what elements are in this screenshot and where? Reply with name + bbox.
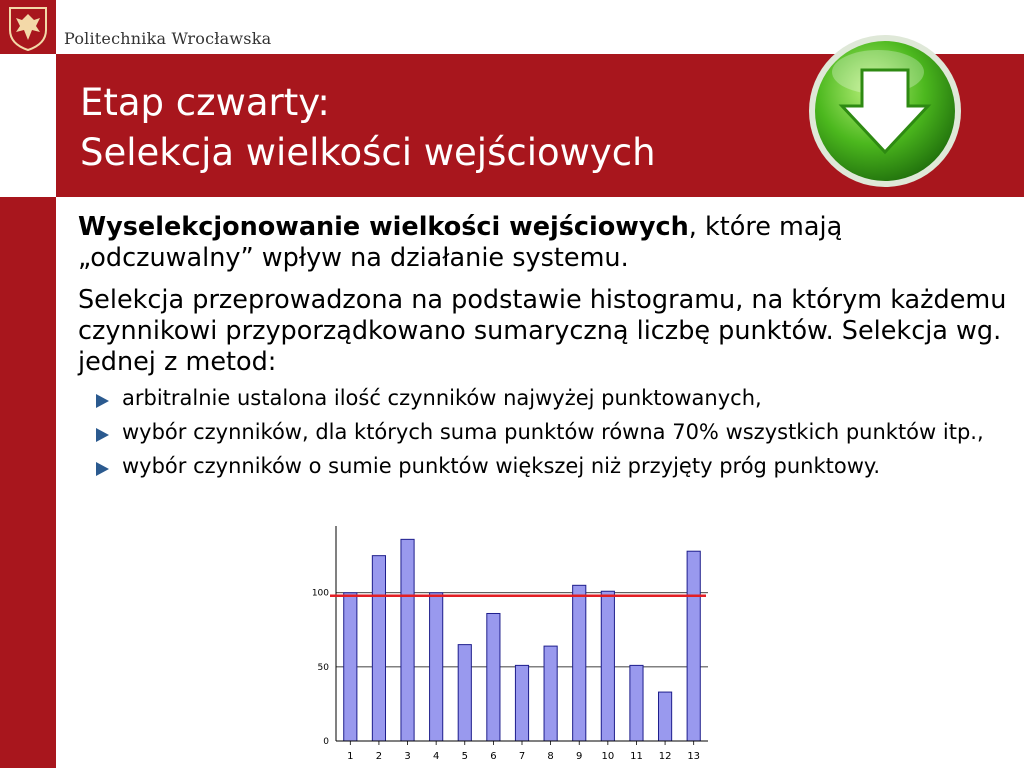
- slide-body: [78, 212, 1008, 489]
- x-tick-label: 3: [404, 751, 411, 762]
- bullet-arrow-icon: [96, 428, 109, 442]
- paragraph-1-bold: Wyselekcjonowanie wielkości wejściowych: [78, 212, 689, 242]
- bar: [658, 692, 671, 741]
- bar: [401, 539, 414, 741]
- institution-name: Politechnika Wrocławska: [64, 29, 272, 48]
- y-tick-label: 0: [323, 737, 329, 747]
- bar: [515, 665, 528, 741]
- bar: [544, 646, 557, 741]
- x-tick-label: 10: [601, 751, 615, 762]
- x-tick-label: 2: [375, 751, 383, 762]
- title-line-2: Selekcja wielkości wejściowych: [80, 131, 656, 174]
- x-tick-label: 1: [347, 751, 354, 762]
- bar: [601, 591, 614, 741]
- y-tick-label: 100: [311, 588, 329, 599]
- x-tick-label: 11: [630, 751, 643, 762]
- method-list: [96, 387, 1008, 478]
- paragraph-2: Selekcja przeprowadzona na podstawie histogramu, na którym każdemu czynnikowi przyporządkowano sumaryczną liczbę punktów. Selekcja wg. jednej z metod:: [78, 285, 1007, 377]
- paragraph-1-rest: , które mają „odczuwalny” wpływ na działanie systemu.: [78, 212, 843, 273]
- left-accent-strip: [0, 197, 56, 768]
- bar: [573, 585, 586, 741]
- paragraph-1: [78, 212, 1008, 274]
- x-tick-label: 13: [687, 751, 701, 762]
- bar: [372, 556, 385, 741]
- list-item: [96, 455, 1008, 478]
- eagle-emblem-icon: [0, 0, 56, 54]
- list-item: [96, 387, 1008, 410]
- x-tick-label: 5: [461, 751, 468, 762]
- y-tick-label: 50: [317, 662, 329, 673]
- list-item-text: arbitralnie ustalona ilość czynników najwyżej punktowanych,: [122, 386, 762, 410]
- list-item: [96, 421, 1008, 444]
- bar: [458, 645, 471, 741]
- bar: [344, 593, 357, 741]
- x-tick-label: 8: [547, 751, 554, 762]
- bar: [487, 613, 500, 741]
- bar: [630, 665, 643, 741]
- bar: [687, 551, 700, 741]
- histogram-chart: [296, 522, 716, 768]
- bar: [430, 593, 443, 741]
- x-tick-label: 4: [432, 751, 440, 762]
- list-item-text: wybór czynników, dla których suma punktów równa 70% wszystkich punktów itp.,: [122, 420, 984, 444]
- x-tick-label: 7: [518, 751, 526, 762]
- bullet-arrow-icon: [96, 462, 109, 476]
- x-tick-label: 6: [490, 751, 497, 762]
- title-line-1: Etap czwarty:: [80, 81, 330, 124]
- slide-title: [80, 78, 656, 178]
- list-item-text: wybór czynników o sumie punktów większej niż przyjęty próg punktowy.: [122, 454, 881, 478]
- university-logo: [0, 0, 56, 54]
- x-tick-label: 12: [658, 751, 672, 762]
- download-arrow-icon: [806, 32, 964, 190]
- x-tick-label: 9: [576, 751, 583, 762]
- bullet-arrow-icon: [96, 394, 109, 408]
